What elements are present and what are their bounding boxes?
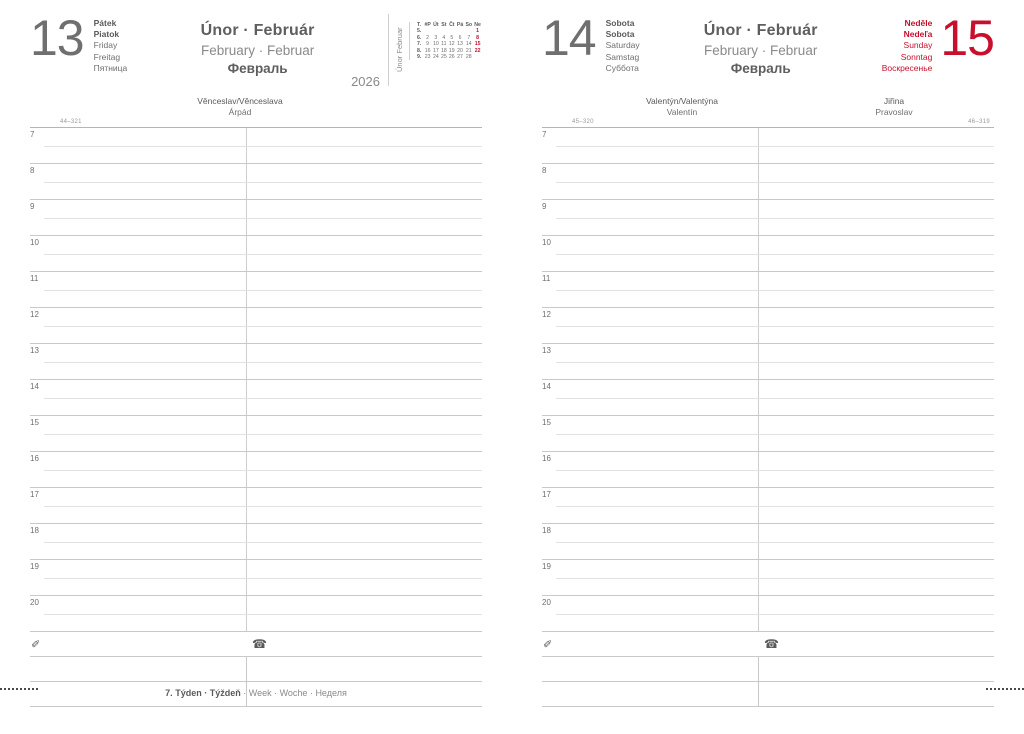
- notes-icon-row[interactable]: [30, 632, 482, 657]
- hour-label: 12: [30, 310, 39, 319]
- day-name-cs: Pátek: [93, 18, 117, 28]
- day-number-sunday: 15: [940, 10, 994, 66]
- hour-row[interactable]: [542, 164, 994, 200]
- mini-cal-day: 21: [465, 47, 472, 54]
- week-label-de: Woche: [279, 688, 308, 698]
- hour-label: 10: [30, 238, 39, 247]
- mini-cal-day: 18: [440, 47, 447, 54]
- half-hour-line: [44, 362, 482, 363]
- mini-calendar-week-row: [416, 54, 482, 60]
- hour-row[interactable]: [542, 128, 994, 164]
- mini-cal-day: 6: [458, 34, 462, 41]
- hour-row[interactable]: [30, 524, 482, 560]
- pen-icon: ✐: [31, 639, 41, 651]
- hour-row[interactable]: [542, 272, 994, 308]
- hour-row[interactable]: [30, 164, 482, 200]
- month-title-ru: Февраль: [227, 61, 288, 76]
- hour-row[interactable]: [542, 488, 994, 524]
- day-name-de: Samstag: [605, 51, 640, 62]
- mini-cal-weeknum: 6.: [417, 34, 422, 41]
- mini-cal-day: 28: [465, 54, 472, 61]
- mini-cal-head: T.: [417, 22, 422, 28]
- name-day-line1: Věnceslav/Věnceslava: [197, 96, 283, 106]
- day-header-left: [0, 0, 512, 100]
- day-names-sunday: [882, 14, 933, 74]
- hour-label: 20: [30, 598, 39, 607]
- hour-label: 11: [30, 274, 39, 283]
- half-hour-line: [44, 290, 482, 291]
- notes-vertical-divider: [246, 657, 247, 707]
- month-title-main: Únor · Február: [703, 22, 818, 39]
- mini-cal-day: 13: [457, 41, 463, 48]
- hour-label: 14: [542, 382, 551, 391]
- mini-cal-day: 17: [432, 47, 439, 54]
- mini-calendar[interactable]: [409, 22, 482, 60]
- hour-row[interactable]: [542, 380, 994, 416]
- mini-cal-day: 22: [474, 47, 481, 54]
- mini-cal-dow: Pá: [456, 22, 464, 28]
- week-number: 7.: [165, 688, 173, 698]
- day-header-right: [512, 0, 1024, 100]
- mini-cal-day: 9: [426, 41, 430, 48]
- half-hour-line: [44, 434, 482, 435]
- mini-cal-day: 19: [448, 47, 455, 54]
- hour-label: 8: [30, 166, 35, 175]
- planner-page-right: [512, 0, 1024, 734]
- hour-label: 17: [30, 490, 39, 499]
- name-day-line1: Valentýn/Valentýna: [646, 96, 718, 106]
- year-label: 2026: [351, 74, 380, 89]
- mini-calendar-side-label: Únor Februar: [394, 27, 404, 73]
- hour-row[interactable]: [30, 236, 482, 272]
- mini-cal-day: 15: [474, 41, 481, 48]
- name-day-line1: Jiřina: [883, 96, 905, 106]
- mini-cal-dow: Ne: [474, 22, 481, 28]
- half-hour-line: [556, 326, 994, 327]
- half-hour-line: [44, 542, 482, 543]
- mini-cal-weeknum: 9.: [417, 54, 422, 61]
- mini-cal-day: 1: [476, 28, 480, 35]
- mini-cal-dow: Čt: [449, 22, 455, 28]
- half-hour-line: [556, 254, 994, 255]
- mini-cal-day: 8: [476, 34, 480, 41]
- notes-area-right: [542, 632, 994, 707]
- hour-label: 13: [30, 346, 39, 355]
- mini-cal-day: 4: [442, 34, 446, 41]
- notes-row[interactable]: [542, 657, 994, 682]
- day-name-en: Friday: [93, 40, 118, 51]
- hour-label: 14: [30, 382, 39, 391]
- day-number: 14: [542, 10, 596, 66]
- hour-label: 20: [542, 598, 551, 607]
- hour-row[interactable]: [30, 452, 482, 488]
- day-name-de: Sonntag: [900, 51, 933, 62]
- month-title-ru: Февраль: [730, 61, 791, 76]
- mini-cal-day: 5: [450, 34, 454, 41]
- half-hour-line: [556, 578, 994, 579]
- month-title-main: Únor · Február: [200, 22, 315, 39]
- half-hour-line: [556, 434, 994, 435]
- hour-row[interactable]: [30, 488, 482, 524]
- half-hour-line: [44, 218, 482, 219]
- month-title-sub: February · Februar: [200, 43, 315, 58]
- half-hour-line: [44, 182, 482, 183]
- half-hour-line: [556, 470, 994, 471]
- punch-dash-left: [0, 688, 38, 690]
- month-block-left: [127, 14, 388, 76]
- hour-label: 18: [542, 526, 551, 535]
- day-name-en: Saturday: [605, 40, 640, 51]
- hour-row[interactable]: [542, 560, 994, 596]
- day-name-sk: Sobota: [605, 29, 635, 40]
- mini-cal-day: 14: [465, 41, 472, 48]
- hour-row[interactable]: [542, 236, 994, 272]
- half-hour-line: [556, 362, 994, 363]
- name-day-strip-left: [0, 96, 512, 128]
- hour-grid-left: [30, 128, 482, 632]
- half-hour-line: [44, 578, 482, 579]
- hour-row[interactable]: [542, 524, 994, 560]
- day-name-sk: Piatok: [93, 29, 120, 40]
- hour-label: 19: [30, 562, 39, 571]
- half-hour-line: [44, 506, 482, 507]
- mini-cal-day: 2: [426, 34, 430, 41]
- month-title-sub: February · Februar: [704, 43, 818, 58]
- mini-cal-dow: St: [441, 22, 447, 28]
- phone-icon: ☎: [252, 637, 267, 651]
- mini-cal-day: 7: [467, 34, 471, 41]
- day-name-sk: Nedeľa: [903, 29, 933, 40]
- half-hour-line: [556, 542, 994, 543]
- half-hour-line: [44, 146, 482, 147]
- month-block-right: [640, 14, 882, 76]
- name-day-line2: Árpád: [228, 106, 252, 117]
- phone-icon: ☎: [764, 637, 779, 651]
- hour-label: 18: [30, 526, 39, 535]
- mini-cal-dow: Út: [433, 22, 439, 28]
- mini-cal-day: 10: [432, 41, 439, 48]
- day-name-ru: Воскресенье: [881, 62, 933, 73]
- half-hour-line: [556, 218, 994, 219]
- hour-label: 15: [30, 418, 39, 427]
- day-code-left: 44–321: [60, 119, 82, 125]
- mini-cal-day: 20: [457, 47, 463, 54]
- mini-cal-weeknum: 7.: [417, 41, 422, 48]
- day-name-en: Sunday: [903, 40, 933, 51]
- day-number: 13: [30, 10, 84, 66]
- hour-label: 10: [542, 238, 551, 247]
- mini-calendar-wrap: [388, 14, 482, 86]
- half-hour-line: [44, 614, 482, 615]
- notes-vertical-divider: [758, 657, 759, 707]
- pen-icon: ✐: [543, 639, 553, 651]
- mini-cal-day: 12: [448, 41, 455, 48]
- half-hour-line: [44, 326, 482, 327]
- half-hour-line: [556, 614, 994, 615]
- punch-dash-right: [986, 688, 1024, 690]
- mini-cal-dow: So: [465, 22, 473, 28]
- hour-row[interactable]: [30, 344, 482, 380]
- mini-calendar-table: [416, 22, 482, 60]
- hour-row[interactable]: [542, 416, 994, 452]
- hour-label: 15: [542, 418, 551, 427]
- name-days-left: [30, 96, 450, 117]
- week-label-en: Week: [248, 688, 272, 698]
- hour-label: 12: [542, 310, 551, 319]
- name-days-saturday: [542, 96, 822, 117]
- half-hour-line: [556, 398, 994, 399]
- mini-cal-day: 23: [424, 54, 431, 61]
- day-names-saturday: [606, 14, 640, 74]
- hour-row[interactable]: [542, 452, 994, 488]
- half-hour-line: [556, 290, 994, 291]
- mini-cal-day: 26: [448, 54, 455, 61]
- hour-row[interactable]: [30, 128, 482, 164]
- mini-cal-day: [473, 54, 482, 60]
- hour-label: 7: [30, 130, 35, 139]
- hour-label: 19: [542, 562, 551, 571]
- hour-row[interactable]: [30, 200, 482, 236]
- half-hour-line: [556, 146, 994, 147]
- hour-label: 8: [542, 166, 547, 175]
- mini-cal-day: 25: [440, 54, 447, 61]
- mini-cal-day: 3: [434, 34, 438, 41]
- hour-row[interactable]: [30, 272, 482, 308]
- name-day-line2: Pravoslav: [875, 106, 913, 117]
- hour-row[interactable]: [30, 560, 482, 596]
- week-label-cs: Týden: [175, 688, 202, 698]
- week-footer: 7. Týden · Týždeň · Week · Woche · Неделя: [165, 688, 347, 698]
- half-hour-line: [44, 470, 482, 471]
- day-names-left: [94, 14, 128, 74]
- mini-cal-day: 24: [432, 54, 439, 61]
- day-name-cs: Sobota: [605, 18, 635, 28]
- notes-icon-row[interactable]: [542, 632, 994, 657]
- name-day-line2: Valentín: [666, 106, 698, 117]
- hour-row[interactable]: [30, 380, 482, 416]
- day-name-ru: Суббота: [605, 62, 639, 73]
- hour-row[interactable]: [30, 416, 482, 452]
- notes-row[interactable]: [542, 682, 994, 707]
- hour-label: 9: [30, 202, 35, 211]
- mini-cal-dow: #P: [424, 22, 431, 28]
- half-hour-line: [44, 254, 482, 255]
- week-label-sk: Týždeň: [209, 688, 241, 698]
- day-name-de: Freitag: [93, 51, 121, 62]
- hour-row[interactable]: [542, 308, 994, 344]
- hour-label: 16: [542, 454, 551, 463]
- name-days-sunday: [794, 96, 994, 117]
- hour-row[interactable]: [542, 596, 994, 632]
- hour-label: 16: [30, 454, 39, 463]
- week-label-ru: Неделя: [315, 688, 347, 698]
- half-hour-line: [44, 398, 482, 399]
- hour-label: 11: [542, 274, 551, 283]
- hour-label: 13: [542, 346, 551, 355]
- hour-grid-right: [542, 128, 994, 632]
- hour-row[interactable]: [542, 344, 994, 380]
- notes-row[interactable]: [30, 657, 482, 682]
- mini-cal-day: 16: [424, 47, 431, 54]
- name-day-strip-right: [512, 96, 1024, 128]
- half-hour-line: [556, 506, 994, 507]
- mini-cal-weeknum: 8.: [417, 47, 422, 54]
- day-code-saturday: 45–320: [572, 119, 594, 125]
- hour-label: 17: [542, 490, 551, 499]
- day-code-sunday: 46–319: [968, 119, 990, 125]
- hour-label: 9: [542, 202, 547, 211]
- day-name-cs: Neděle: [904, 18, 933, 28]
- mini-cal-weeknum: 5.: [417, 28, 422, 35]
- hour-row[interactable]: [30, 596, 482, 632]
- mini-cal-day: 11: [441, 41, 447, 48]
- hour-label: 7: [542, 130, 547, 139]
- day-name-ru: Пятница: [93, 62, 128, 73]
- mini-cal-day: 27: [457, 54, 463, 61]
- hour-row[interactable]: [542, 200, 994, 236]
- half-hour-line: [556, 182, 994, 183]
- hour-row[interactable]: [30, 308, 482, 344]
